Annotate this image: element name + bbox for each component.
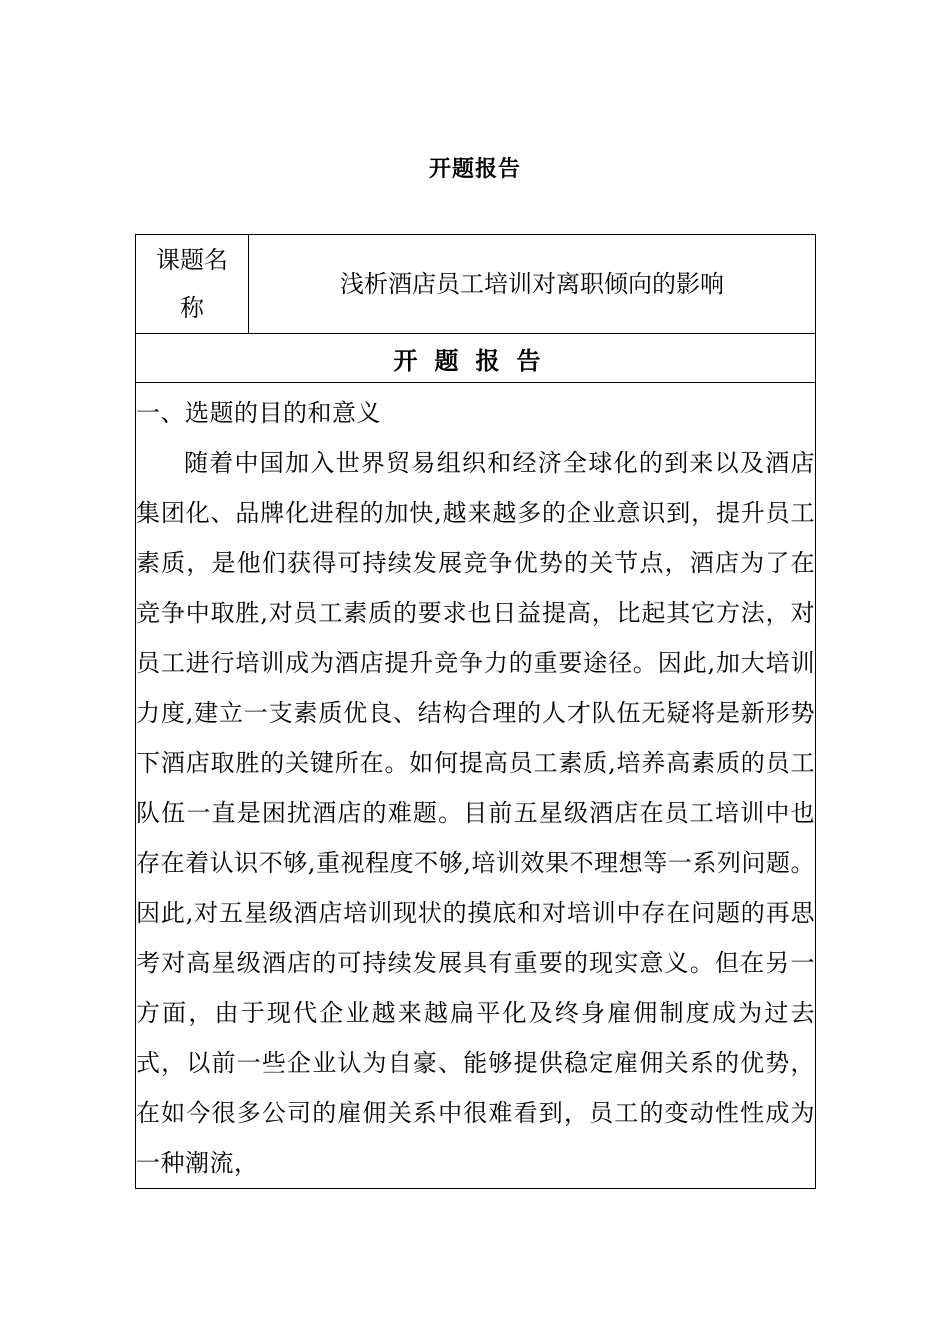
section-header-row <box>136 334 816 383</box>
topic-row <box>136 235 816 334</box>
section-heading: 一、选题的目的和意义 <box>136 399 381 427</box>
content-cell <box>136 383 816 1189</box>
page-title: 开题报告 <box>428 157 521 182</box>
report-table <box>135 234 816 1189</box>
topic-value: 浅析酒店员工培训对离职倾向的影响 <box>340 270 724 298</box>
section-header: 开题报告 <box>136 334 816 383</box>
topic-label-cell <box>136 235 249 334</box>
content-row <box>136 383 816 1189</box>
topic-value-cell <box>249 235 816 334</box>
topic-label: 课题名称 <box>156 246 228 322</box>
body-paragraph: 随着中国加入世界贸易组织和经济全球化的到来以及酒店集团化、品牌化进程的加快,越来越多的企业意识到，提升员工素质，是他们获得可持续发展竞争优势的关节点，酒店为了在竞争中取胜,对员工素质的要求也日益提高，比起其它方法，对员工进行培训成为酒店提升竞争力的重要途径。因此,加大培训力度,建立一支素质优良、结构合理的人才队伍无疑将是新形势下酒店取胜的关键所在。如何提高员工素质,培养高素质的员工队伍一直是困扰酒店的难题。目前五星级酒店在员工培训中也存在着认识不够,重视程度不够,培训效果不理想等一系列问题。因此,对五星级酒店培训现状的摸底和对培训中存在问题的再思考对高星级酒店的可持续发展具有重要的现实意义。但在另一方面，由于现代企业越来越扁平化及终身雇佣制度成为过去式，以前一些企业认为自豪、能够提供稳定雇佣关系的优势，在如今很多公司的雇佣关系中很难看到，员工的变动性性成为一种潮流， <box>136 449 815 1177</box>
